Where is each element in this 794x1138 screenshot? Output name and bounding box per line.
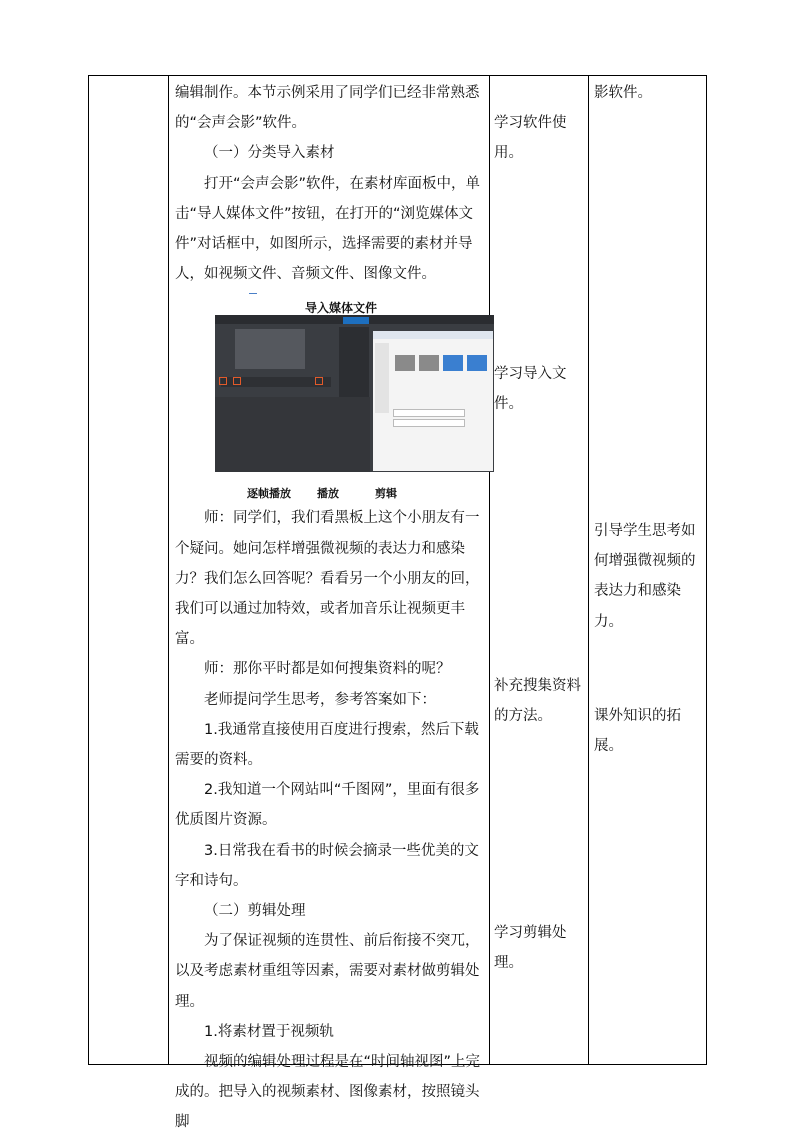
- screenshot-preview: [235, 329, 305, 369]
- figure-title: 导入媒体文件: [305, 301, 378, 316]
- paragraph: 3.日常我在看书的时候会摘录一些优美的文字和诗句。: [175, 842, 479, 889]
- paragraph: 1.将素材置于视频轨: [204, 1023, 334, 1040]
- screenshot-dialog: [373, 331, 493, 471]
- paragraph: 1.我通常直接使用百度进行搜索，然后下载需要的资料。: [175, 721, 479, 769]
- lesson-table: [88, 75, 707, 1131]
- figure-label-cut: 剪辑: [375, 487, 397, 501]
- student-activity-cell: 学习导入文件。: [494, 366, 567, 413]
- column-divider: [588, 76, 589, 1064]
- design-intent-cell: 引导学生思考如何增强微视频的表达力和感染力。: [594, 523, 696, 630]
- section-heading: （一）分类导入素材: [204, 145, 335, 162]
- paragraph: 师：同学们，我们看黑板上这个小朋友有一个疑问。她问怎样增强微视频的表达力和感染力？我们怎么回答呢？看看另一个小朋友的回，我们可以通过加特效，或者加音乐让视频更丰富。: [175, 510, 480, 648]
- teaching-process-cell: [168, 76, 487, 1138]
- play-marker: [233, 377, 241, 385]
- dialog-field: [393, 409, 465, 417]
- figure-label-play: 播放: [317, 487, 339, 501]
- design-intent-cell: 课外知识的拓展。: [594, 708, 681, 755]
- screenshot-menubar: [215, 315, 494, 324]
- paragraph: 打开“会声会影”软件，在素材库面板中，单击“导人媒体文件”按钮，在打开的“浏览媒体文件”对话框中，如图所示，选择需要的素材并导人，如视频文件、音频文件、图像文件。: [175, 175, 481, 283]
- software-screenshot: [215, 315, 494, 472]
- dialog-sidebar: [375, 343, 389, 413]
- section-heading: （二）剪辑处理: [204, 903, 306, 920]
- dialog-header: [373, 331, 493, 339]
- student-activity-cell: 补充搜集资料的方法。: [494, 678, 581, 725]
- figure-marker: [249, 293, 257, 294]
- student-activity-cell: 学习剪辑处理。: [494, 925, 567, 972]
- figure-label-step: 逐帧播放: [247, 487, 291, 501]
- step-marker: [219, 377, 227, 385]
- paragraph: 师：那你平时都是如何搜集资料的呢？: [204, 661, 451, 678]
- screenshot-tab: [343, 317, 369, 324]
- file-thumbnail: [419, 355, 439, 371]
- screenshot-timeline: [215, 397, 370, 472]
- paragraph: 2.我知道一个网站叫“千图网”，里面有很多优质图片资源。: [175, 782, 480, 829]
- dialog-field: [393, 419, 465, 427]
- import-media-figure: [175, 293, 487, 499]
- paragraph: 为了保证视频的连贯性、前后衔接不突兀，以及考虑素材重组等因素，需要对素材做剪辑处理。: [175, 933, 480, 1010]
- file-thumbnail: [395, 355, 415, 371]
- student-activity-cell: 学习软件使用。: [494, 115, 567, 162]
- file-thumbnail: [443, 355, 463, 371]
- design-intent-cell: 影软件。: [594, 85, 652, 101]
- column-divider: [489, 76, 490, 1064]
- file-thumbnail: [467, 355, 487, 371]
- paragraph: 编辑制作。本节示例采用了同学们已经非常熟悉的“会声会影”软件。: [175, 85, 480, 132]
- paragraph: 视频的编辑处理过程是在“时间轴视图”上完成的。把导入的视频素材、图像素材，按照镜头脚: [175, 1054, 481, 1131]
- paragraph: 老师提问学生思考，参考答案如下：: [204, 691, 436, 708]
- cut-marker: [315, 377, 323, 385]
